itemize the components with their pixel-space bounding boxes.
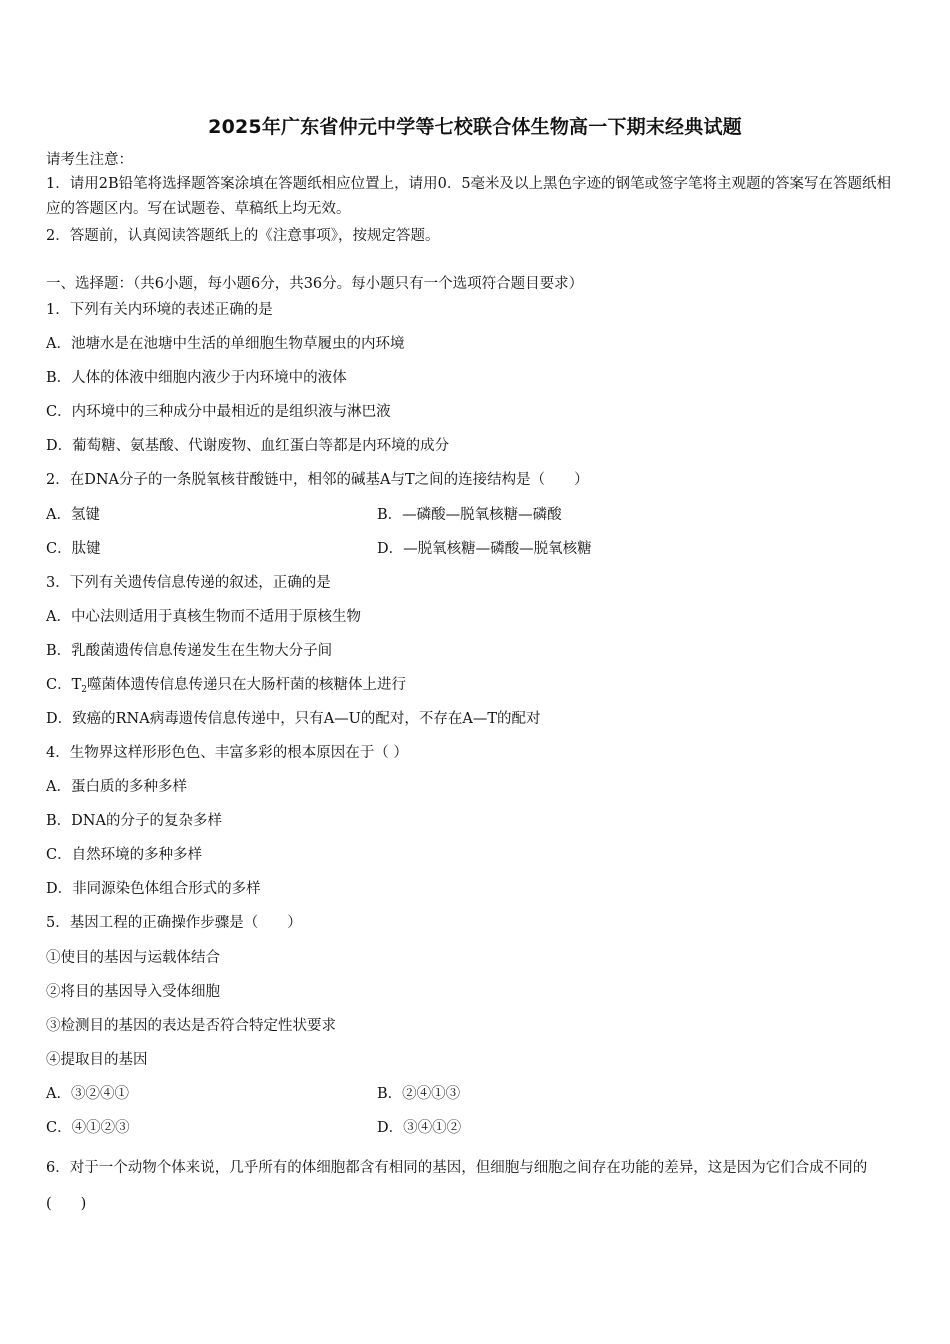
section-heading: 一、选择题：（共6小题，每小题6分，共36分。每小题只有一个选项符合题目要求）: [46, 276, 584, 292]
notice-item-1: 1．请用2B铅笔将选择题答案涂填在答题纸相应位置上，请用0．5毫米及以上黑色字迹的钢笔或签字笔将主观题的答案写在答题纸相应的答题区内。写在试题卷、草稿纸上均无效。: [46, 176, 892, 217]
question-1-option-a: A．池塘水是在池塘中生活的单细胞生物草履虫的内环境: [46, 336, 405, 352]
question-3-stem: 3．下列有关遗传信息传递的叙述，正确的是: [46, 575, 331, 591]
question-3-option-c-subscript: 2: [81, 685, 88, 695]
question-1-stem: 1．下列有关内环境的表述正确的是: [46, 302, 273, 318]
question-4-option-c: C．自然环境的多种多样: [46, 847, 203, 863]
question-2-option-c: C．肽键: [46, 541, 101, 557]
question-2-option-a: A．氢键: [46, 507, 100, 523]
question-5-step-2: ②将目的基因导入受体细胞: [46, 984, 220, 1000]
question-2-stem: 2．在DNA分子的一条脱氧核苷酸链中，相邻的碱基A与T之间的连接结构是（ ）: [46, 472, 589, 488]
question-1-option-d: D．葡萄糖、氨基酸、代谢废物、血红蛋白等都是内环境的成分: [46, 438, 450, 454]
question-4-option-d: D．非同源染色体组合形式的多样: [46, 881, 261, 897]
question-5-step-1: ①使目的基因与运载体结合: [46, 950, 220, 966]
page-title: 2025年广东省仲元中学等七校联合体生物高一下期末经典试题: [208, 116, 742, 138]
question-4-option-b: B．DNA的分子的复杂多样: [46, 813, 222, 829]
question-5-option-b: B．②④①③: [377, 1086, 461, 1102]
question-3-option-c-text: 噬菌体遗传信息传递只在大肠杆菌的核糖体上进行: [87, 677, 407, 693]
question-1-option-b: B．人体的体液中细胞内液少于内环境中的液体: [46, 370, 347, 386]
question-3-option-c-prefix: C．T: [46, 677, 82, 693]
question-5-option-d: D．③④①②: [377, 1120, 462, 1136]
notice-heading: 请考生注意：: [46, 152, 133, 168]
question-3-option-d: D．致癌的RNA病毒遗传信息传递中，只有A—U的配对，不存在A—T的配对: [46, 711, 541, 727]
question-5-stem: 5．基因工程的正确操作步骤是（ ）: [46, 915, 302, 931]
question-5-option-c: C．④①②③: [46, 1120, 130, 1136]
question-4-stem: 4．生物界这样形形色色、丰富多彩的根本原因在于（ ）: [46, 745, 408, 761]
question-3-option-c: [46, 675, 406, 697]
question-3-option-a: A．中心法则适用于真核生物而不适用于原核生物: [46, 609, 361, 625]
question-1-option-c: C．内环境中的三种成分中最相近的是组织液与淋巴液: [46, 404, 391, 420]
question-6-stem: 6．对于一个动物个体来说，几乎所有的体细胞都含有相同的基因，但细胞与细胞之间存在功能的差异，这是因为它们合成不同的( ): [46, 1160, 868, 1212]
question-2-option-b: B．—磷酸—脱氧核糖—磷酸: [377, 507, 562, 523]
notice-item-2: 2．答题前，认真阅读答题纸上的《注意事项》，按规定答题。: [46, 228, 440, 244]
question-2-option-d: D．—脱氧核糖—磷酸—脱氧核糖: [377, 541, 592, 557]
question-5-step-4: ④提取目的基因: [46, 1052, 148, 1068]
question-4-option-a: A．蛋白质的多种多样: [46, 779, 187, 795]
question-5-option-a: A．③②④①: [46, 1086, 129, 1102]
question-3-option-b: B．乳酸菌遗传信息传递发生在生物大分子间: [46, 643, 333, 659]
question-5-step-3: ③检测目的基因的表达是否符合特定性状要求: [46, 1018, 336, 1034]
